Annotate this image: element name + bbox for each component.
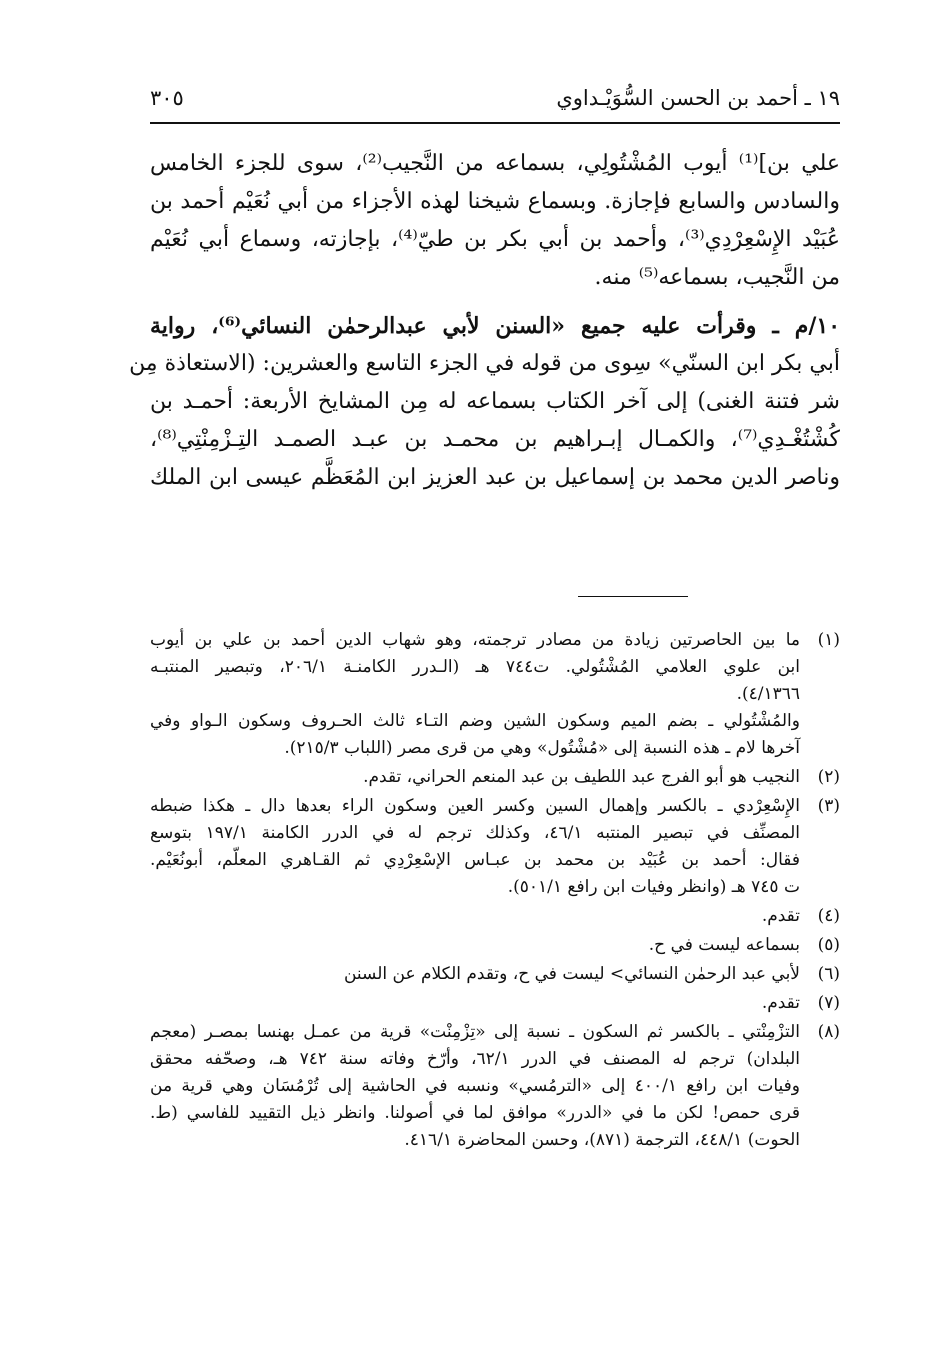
footnote-line: البلدان) ترجم له المصنف في الدرر ٦٢/١، وأرّخ وفاته سنة ٧٤٢ هـ، وصحّفه محقق bbox=[150, 1049, 800, 1069]
footnote bbox=[150, 961, 840, 988]
footnote-line: بسماعه ليست في ح. bbox=[648, 935, 800, 955]
footnote-line: آخرها لام ـ هذه النسبة إلى «مُشْتُول» وهي من قرى مصر (اللباب ٢١٥/٣). bbox=[284, 738, 800, 758]
footnote bbox=[150, 932, 840, 959]
main-text bbox=[129, 145, 841, 507]
text-line: وناصر الدين محمد بن إسماعيل بن عبد العزيز ابن المُعَظَّم عيسى ابن الملك bbox=[150, 465, 840, 490]
footnote-number: (٤) bbox=[817, 906, 840, 926]
footnote-line: الحوت) ٤٤٨/١، الترجمة (٨٧١)، وحسن المحاضرة ٤١٦/١. bbox=[404, 1130, 800, 1150]
footnote-line: ت ٧٤٥ هـ (وانظر وفيات ابن رافع ٥٠١/١). bbox=[507, 877, 800, 897]
footnote-line: ٤/١٣٦٦). bbox=[736, 684, 800, 704]
footnote-line: الإِسْعِرْدي ـ بالكسر وإهمال السين وكسر العين وسكون الراء بعدها دال ـ هكذا ضبطه bbox=[150, 796, 800, 816]
footnote bbox=[150, 793, 840, 901]
footnote-separator bbox=[578, 596, 688, 597]
footnote-line: ما بين الحاصرتين زيادة من مصادر ترجمته، وهو شهاب الدين أحمد بن علي بن أيوب bbox=[150, 630, 800, 650]
footnote-number: (٢) bbox=[817, 767, 840, 787]
footnote-number: (٨) bbox=[817, 1022, 840, 1042]
text-line: والسادس والسابع فإجازة. وبسماع شيخنا لهذه الأجزاء من أبي نُعَيْم أحمد بن bbox=[150, 189, 841, 214]
footnote-number: (٦) bbox=[817, 964, 840, 984]
footnote-line: التزْمِنْتي ـ بالكسر ثم السكون ـ نسبة إلى «تِزْمِنْت» قرية من عمـل بهنسا بمصـر (معجم bbox=[150, 1022, 800, 1042]
text-line: من النَّجيب، بسماعه⁽⁵⁾ منه. bbox=[594, 265, 840, 290]
footnote-line: النجيب هو أبو الفرج عبد اللطيف بن عبد المنعم الحراني، تقدم. bbox=[363, 767, 800, 787]
paragraph-2 bbox=[129, 307, 841, 497]
footnote-line: تقدم. bbox=[761, 906, 800, 926]
footnote-line: وفيات ابن رافع ٤٠٠/١ إلى «الترمُسي» ونسبه في الحاشية إلى تُرْمُسَان وهي قرية من bbox=[150, 1076, 800, 1096]
footnote bbox=[150, 764, 840, 791]
footnote-line: تقدم. bbox=[761, 993, 800, 1013]
footnote-line: قرى حمص! لكن ما في «الدرر» موافق لما في أصولنا. وانظر ذيل التقييد للفاسي (ط. bbox=[150, 1103, 800, 1123]
footnote-line: والمُشْتُولي ـ بضم الميم وسكون الشين وضم التـاء ثالث الحـروف وسكون الـواو وفي bbox=[150, 711, 800, 731]
footnote-number: (١) bbox=[817, 630, 840, 650]
text-line: ١٠/م ـ وقرأت عليه جميع «السنن لأبي عبدالرحمٰن النسائي⁽⁶⁾، رواية bbox=[150, 313, 841, 339]
footnote-number: (٧) bbox=[817, 993, 840, 1013]
text-line: شر فتنة الغنى) إلى آخر الكتاب بسماعه له مِن المشايخ الأربعة: أحمـد بن bbox=[150, 389, 840, 414]
footnote-line: لأبي عبد الرحمٰن النسائي> ليست في ح، وتقدم الكلام عن السنن bbox=[343, 964, 800, 984]
footnote bbox=[150, 990, 840, 1017]
footnote-line: المصنِّف في تبصير المنتبه ٤٦/١، وكذلك ترجم له في الدرر الكامنة ١٩٧/١ بتوسع bbox=[150, 823, 800, 843]
footnotes bbox=[150, 627, 840, 1156]
footnote-number: (٣) bbox=[817, 796, 840, 816]
text-line: عُبَيْد الإِسْعِرْدِي⁽³⁾، وأحمد بن أبي بكر بن طيّ⁽⁴⁾، بإجازته، وسماع أبي نُعَيْم bbox=[150, 227, 840, 252]
paragraph-1 bbox=[150, 145, 840, 297]
footnote-line: فقال: أحمد بن عُبَيْد بن محمد بن عبـاس الإسْعِرْدِي ثم القـاهري المعلّم، أبونُعَيْم. bbox=[150, 850, 800, 870]
footnote bbox=[150, 627, 840, 762]
footnote bbox=[150, 903, 840, 930]
footnote-line: ابن علوي العلامي المُشْتُولي. ت٧٤٤ هـ (الـدرر الكامنـة ٢٠٦/١، وتبصير المنتبـه bbox=[150, 657, 800, 677]
text-line: أبي بكر ابن السنّي» سِوى من قوله في الجزء التاسع والعشرين: (الاستعاذة مِن bbox=[129, 351, 840, 376]
footnote bbox=[150, 1019, 840, 1154]
page-header bbox=[150, 84, 840, 120]
text-line: علي بن]⁽¹⁾ أيوب المُشْتُولِي، بسماعه من النَّجيب⁽²⁾، سوى للجزء الخامس bbox=[150, 151, 840, 176]
text-line: كُشْتُغْـدِي⁽⁷⁾، والكمـال إبـراهيم بن محمـد بن عبـد الصمـد التِـزْمِنْتِي⁽⁸⁾، bbox=[150, 427, 840, 452]
header-rule bbox=[150, 122, 840, 124]
running-title: ١٩ ـ أحمد بن الحسن السُّوَيْـداوي bbox=[556, 86, 840, 110]
footnote-number: (٥) bbox=[817, 935, 840, 955]
page-number: ٣٠٥ bbox=[150, 86, 184, 110]
